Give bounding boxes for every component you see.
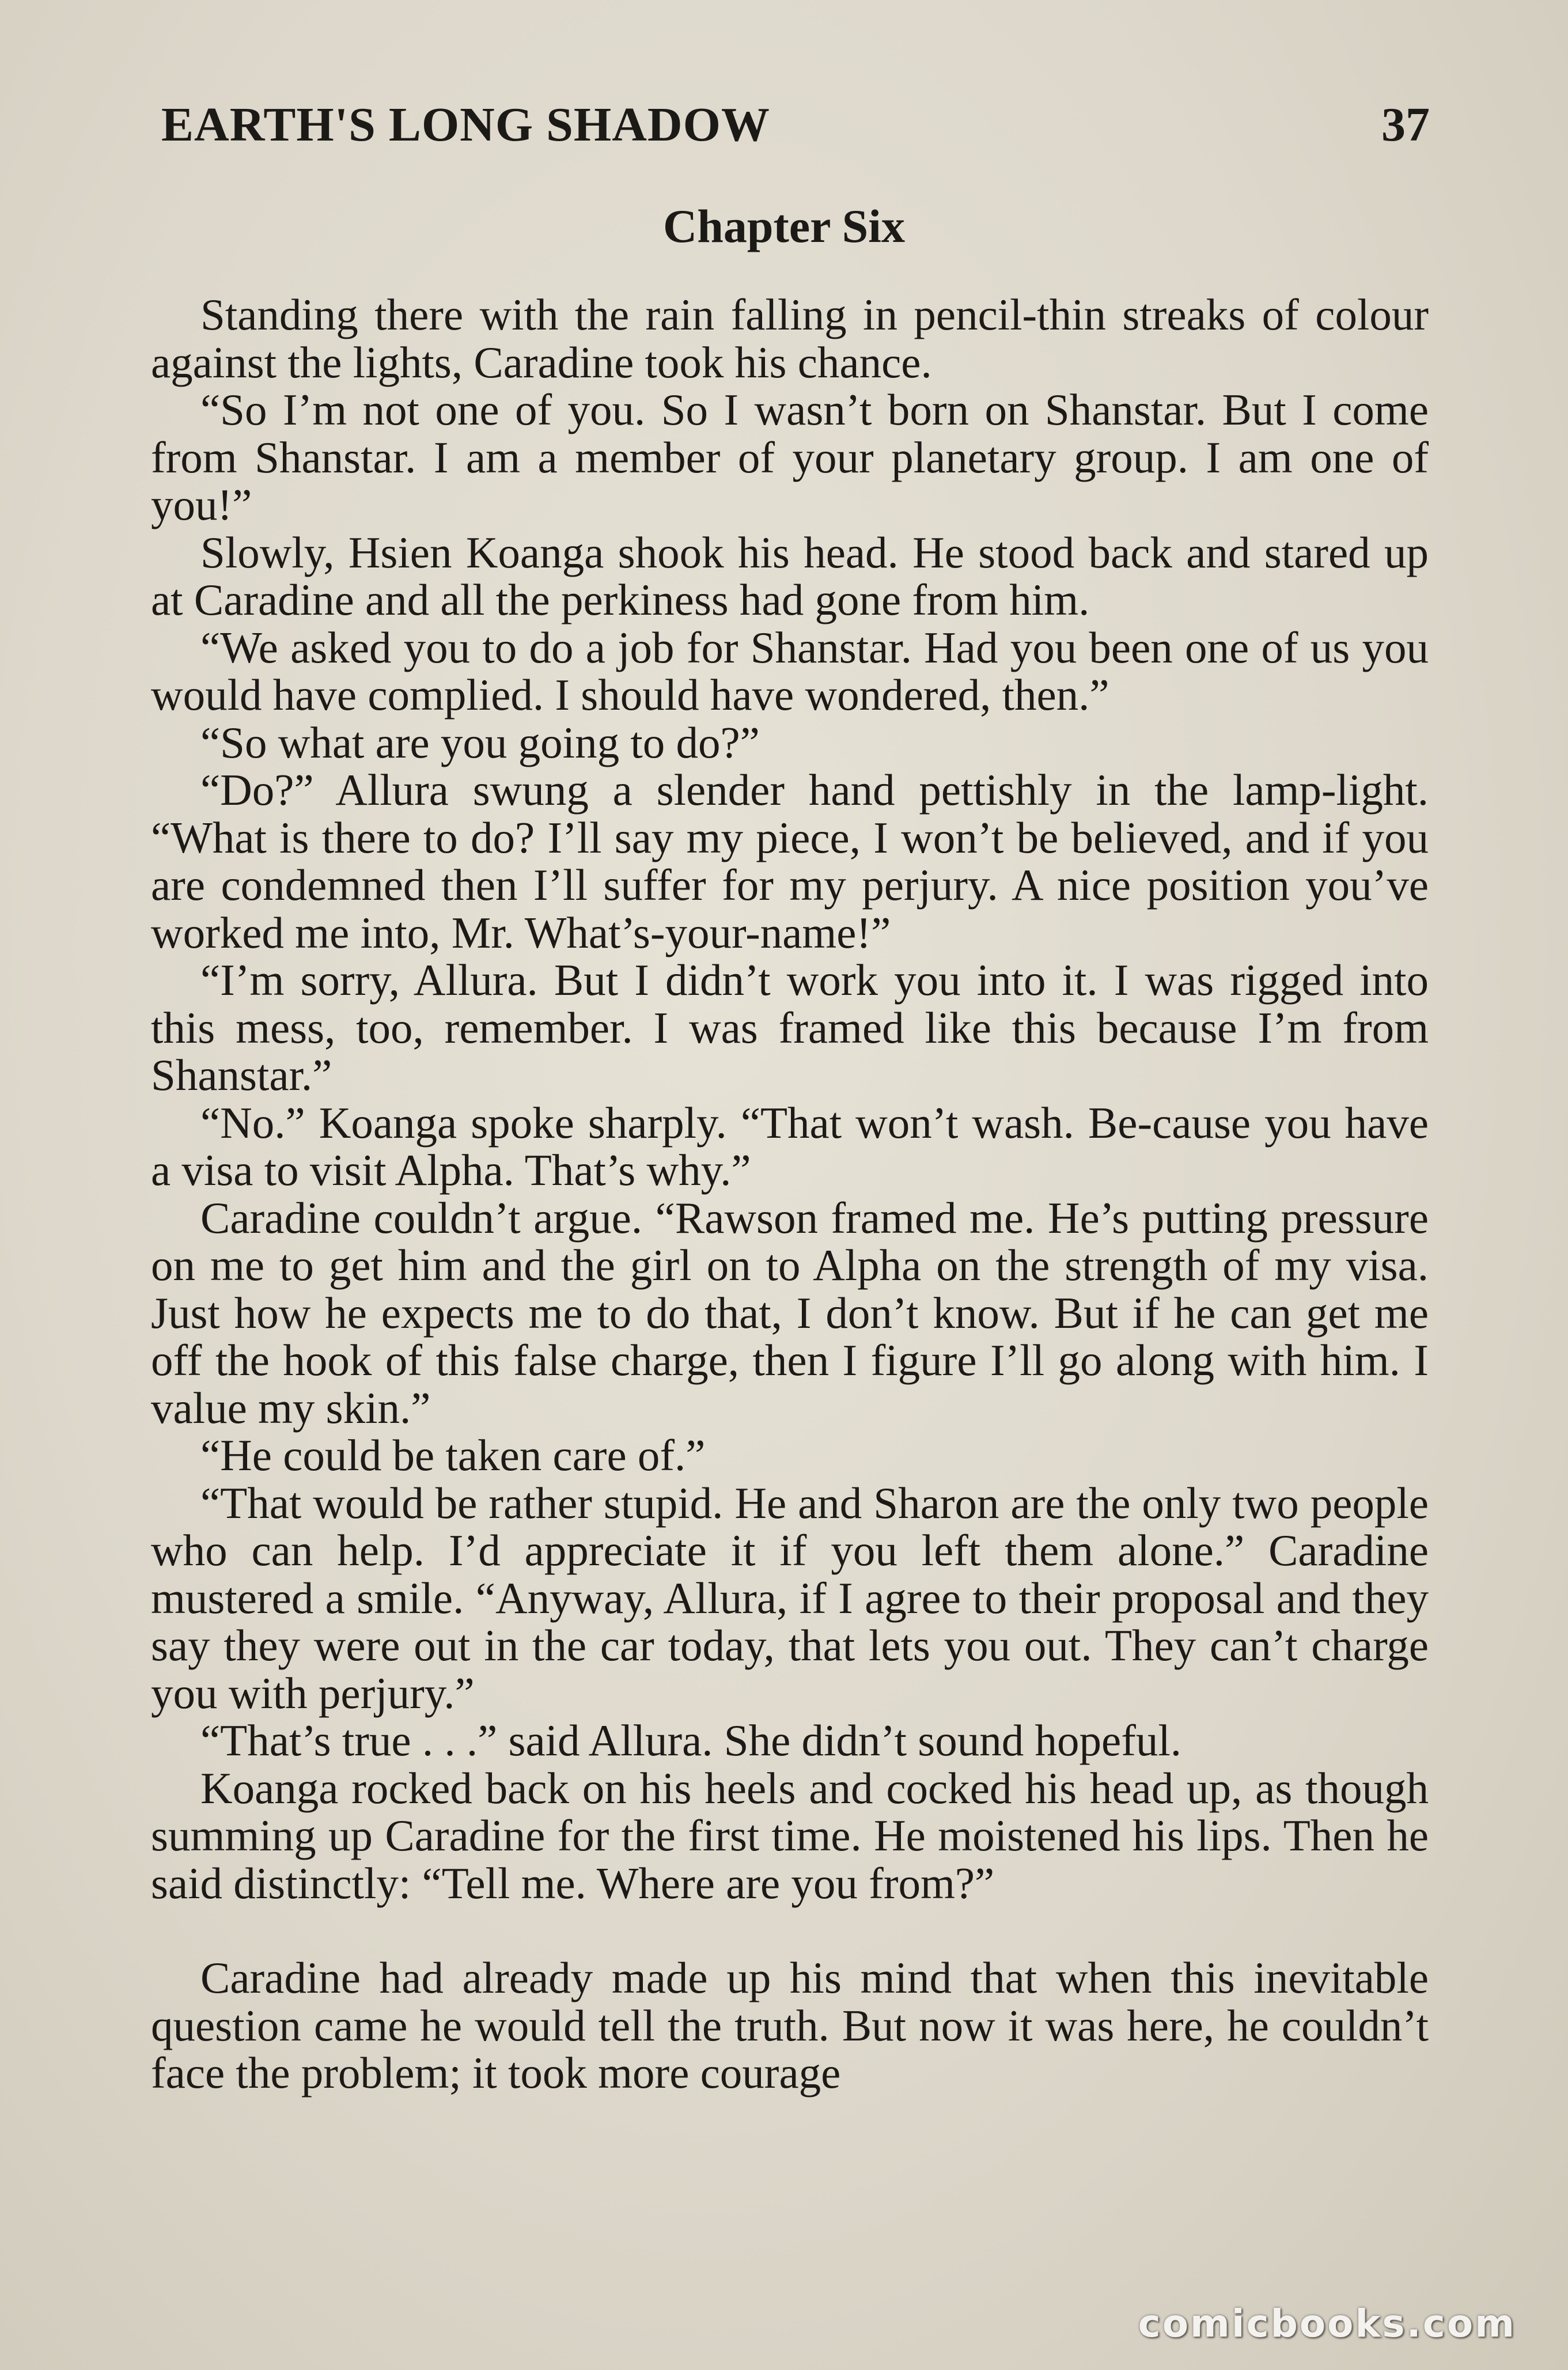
paragraph: “No.” Koanga spoke sharply. “That won’t wash. Be-cause you have a visa to visit Alpha. That’s why.” <box>151 1097 1429 1195</box>
paragraph: “I’m sorry, Allura. But I didn’t work you into it. I was rigged into this mess, too, remember. I was framed like this because I’m from Shanstar.” <box>151 955 1429 1100</box>
paragraph: Caradine had already made up his mind that when this inevitable question came he would tell the truth. But now it was here, he couldn’t face the problem; it took more courage <box>151 1953 1429 2098</box>
body-text <box>151 291 1429 2097</box>
watermark: comicbooks.com <box>1138 2301 1516 2346</box>
page-number: 37 <box>1381 98 1430 152</box>
running-head <box>161 97 1430 160</box>
paragraph: “Do?” Allura swung a slender hand pettishly in the lamp-light. “What is there to do? I’ll say my piece, I won’t be believed, and if you are condemned then I’ll suffer for my perjury. A nice position you’ve worked me into, Mr. What’s-your-name!” <box>151 765 1429 957</box>
paragraph: “So what are you going to do?” <box>200 717 760 767</box>
paragraph: “That would be rather stupid. He and Sharon are the only two people who can help. I’d appreciate it if you left them alone.” Caradine mustered a smile. “Anyway, Allura, if I agree to their proposal and they say they were out in the car today, that lets you out. They can’t charge you with perjury.” <box>151 1478 1429 1718</box>
paragraph: Koanga rocked back on his heels and cocked his head up, as though summing up Caradine for the first time. He moistened his lips. Then he said distinctly: “Tell me. Where are you from?” <box>151 1763 1429 1908</box>
paragraph: “He could be taken care of.” <box>200 1430 706 1480</box>
paragraph: “We asked you to do a job for Shanstar. Had you been one of us you would have complied. I should have wondered, then.” <box>151 622 1429 720</box>
paragraph: Slowly, Hsien Koanga shook his head. He stood back and stared up at Caradine and all the perkiness had gone from him. <box>151 527 1429 624</box>
paragraph: Caradine couldn’t argue. “Rawson framed me. He’s putting pressure on me to get him and the girl on to Alpha on the strength of my visa. Just how he expects me to do that, I don’t know. But if he can get me off the hook of this false charge, then I figure I’ll go along with him. I value my skin.” <box>151 1192 1429 1433</box>
chapter-title: Chapter Six <box>663 200 905 252</box>
paragraph: Standing there with the rain falling in pencil-thin streaks of colour against the lights, Caradine took his chance. <box>151 290 1429 387</box>
book-title: EARTH'S LONG SHADOW <box>161 98 770 152</box>
paragraph: “That’s true . . .” said Allura. She didn’t sound hopeful. <box>200 1716 1181 1765</box>
paragraph: “So I’m not one of you. So I wasn’t born on Shanstar. But I come from Shanstar. I am a member of your planetary group. I am one of you!” <box>151 385 1429 529</box>
